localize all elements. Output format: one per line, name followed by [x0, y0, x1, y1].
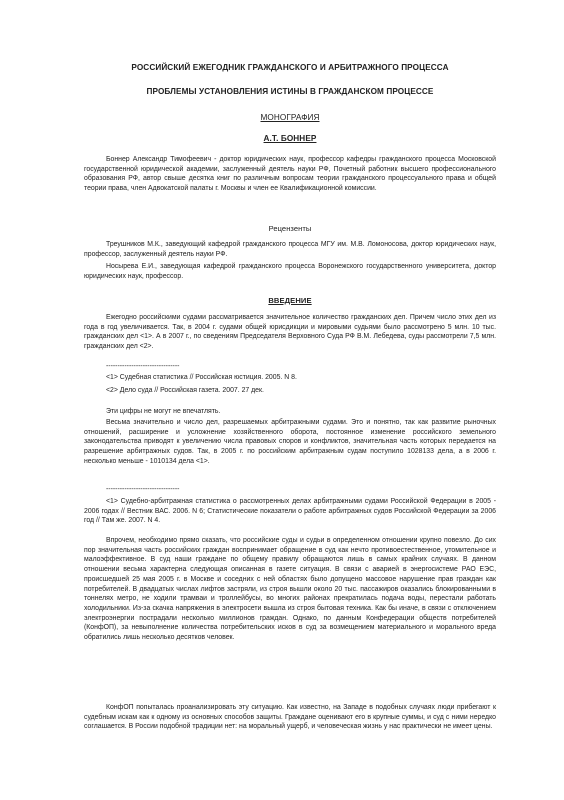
author-name: А.Т. БОННЕР [263, 134, 317, 143]
footnote-2: <2> Дело суда // Российская газета. 2007. 27 дек. [106, 387, 264, 394]
konfop-paragraph: КонфОП попыталась проанализировать эту ситуацию. Как известно, на Западе в подобных случаях люди прибегают к судебным искам как к одному из основных способов защиты. Граждане оценивают его в крупные суммы, и суд с ними нередко соглашается. В России подобной традиции нет: на моральный ущерб, и человеческая жизнь у нас практически не имеет цены. [84, 704, 496, 731]
footnote-1: <1> Судебная статистика // Российская юстиция. 2005. N 8. [106, 374, 297, 381]
reviewer-2: Носырева Е.И., заведующая кафедрой гражданского процесса Воронежского государственного университета, доктор юридических наук, профессор. [84, 263, 496, 280]
footnote-3: <1> Судебно-арбитражная статистика о рассмотренных делах арбитражными судами Российской Федерации в 2005 - 2006 годах // Вестник ВАС. 2006. N 6; Статистические показатели о работе арбитражных судов Российской Федерации за 2006 год // Там же. 2007. N 4. [84, 498, 496, 525]
genre-label: МОНОГРАФИЯ [260, 113, 320, 122]
arbitration-paragraph: Весьма значительно и число дел, разрешаемых арбитражными судами. Это и понятно, так как развитие рыночных отношений, расширение и усложнение хозяйственного оборота, постоянное изменение российского земельного законодательства приводят к увеличению числа правовых споров и конфликтов, значительная часть которых передается на разрешение арбитражных судов. Так, в 2005 г. по российским арбитражным судам поступило 1028133 дела, а в 2006 г. несколько меньше - 1010134 дела <1>. [84, 419, 496, 465]
justice-paragraph: Впрочем, необходимо прямо сказать, что российские суды и судьи в определенном отношении крупно повезло. До сих пор значительная часть российских граждан воспринимает обращение в суд как нечто противоестественное, утомительное и малоэффективное. В суд наши граждане по общему правилу обращаются лишь в самых крайних случаях. В данном отношении весьма характерна следующая описанная в газете ситуация. В связи с аварией в энергосистеме РАО ЕЭС, происшедшей 25 мая 2005 г. в Москве и соседних с ней областях было допущено массовое нарушение прав граждан как потребителей. В двадцатых числах лифтов застряли, из строя вышли около 20 тыс. пассажиров оказались блокированными в тоннелях метро, не ходили трамваи и троллейбусы, во многих районах прекратилась подача воды, перестали работать холодильники. Из-за скачка напряжения в электросети вышла из строя бытовая техника. Как бы иначе, в связи с отключением электроэнергии пострадали несколько миллионов граждан. Однако, по данным Конфедерации обществ потребителей (КонфОП), за невыполнение количества потребительских исков в суд за возмещением материального и морального вреда обратились лишь несколько десятков человек. [84, 537, 496, 642]
footnote-separator: -------------------------------- [106, 363, 180, 370]
intro-paragraph: Ежегодно российскими судами рассматривается значительное количество гражданских дел. Причем число этих дел из года в год увеличивается. Так, в 2004 г. судами общей юрисдикции и мировыми судьями было рассмотрено 5 млн. 10 тыс. гражданских дел <1>. А в 2007 г., по сведениям Председателя Верховного Суда РФ В.М. Лебедева, суды рассмотрели 7,5 млн. гражданских дел <2>. [84, 314, 496, 351]
reviewers-heading: Рецензенты [268, 224, 312, 233]
journal-title: РОССИЙСКИЙ ЕЖЕГОДНИК ГРАЖДАНСКОГО И АРБИТРАЖНОГО ПРОЦЕССА [131, 63, 449, 72]
reviewer-1: Треушников М.К., заведующий кафедрой гражданского процесса МГУ им. М.В. Ломоносова, доктор юридических наук, профессор, заслуженный деятель науки РФ. [84, 241, 496, 258]
author-bio: Боннер Александр Тимофеевич - доктор юридических наук, профессор кафедры гражданского процесса Московской государственной юридической академии, заслуженный деятель науки РФ, Почетный работник высшего профессионального образования РФ, автор свыше десятка книг по различным вопросам теории гражданского процессуального права и общей теории права, член Адвокатской палаты г. Москвы и член ее Квалификационной комиссии. [84, 156, 496, 193]
figures-note: Эти цифры не могут не впечатлять. [106, 408, 221, 415]
footnote-separator: -------------------------------- [106, 486, 180, 493]
book-title: ПРОБЛЕМЫ УСТАНОВЛЕНИЯ ИСТИНЫ В ГРАЖДАНСКОМ ПРОЦЕССЕ [146, 87, 434, 96]
intro-heading: ВВЕДЕНИЕ [268, 296, 312, 305]
